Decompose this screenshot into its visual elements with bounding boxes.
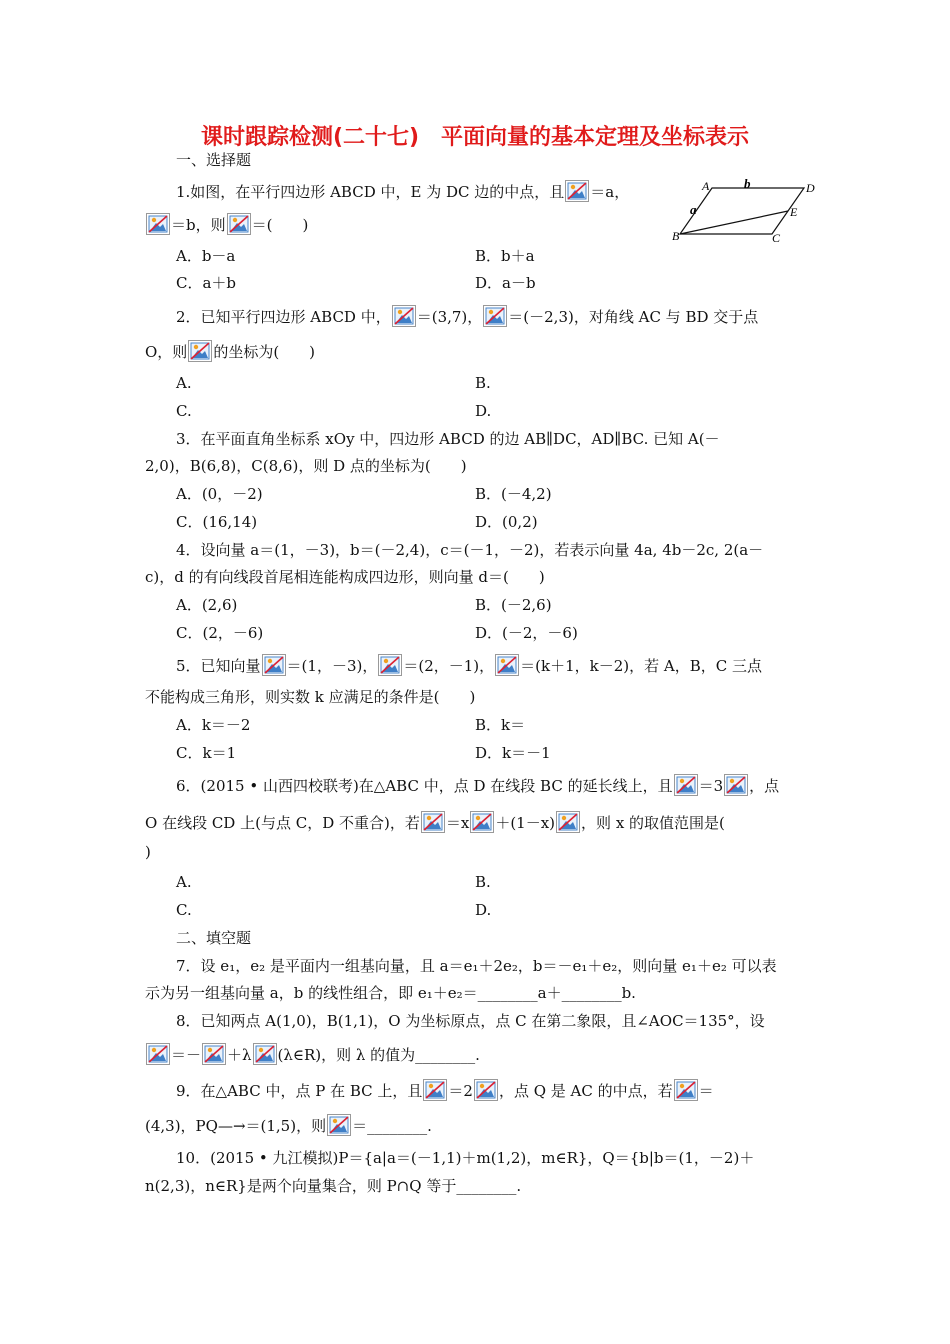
figure-label-B: B: [672, 229, 680, 243]
q5-option-d: D．k＝－1: [475, 744, 551, 762]
broken-image-icon: [674, 774, 698, 796]
q6-option-b: B.: [475, 873, 491, 891]
q1-line1: 1.如图，在平行四边形 ABCD 中，E 为 DC 边的中点，且 ＝a，: [176, 180, 629, 202]
q2-line1: 2．已知平行四边形 ABCD 中， ＝(3,7)， ＝(－2,3)，对角线 AC 与 BD 交于点: [176, 305, 758, 327]
q8-line1: 8．已知两点 A(1,0)，B(1,1)，O 为坐标原点，点 C 在第二象限，且∠AOC＝135°，设: [176, 1012, 765, 1030]
broken-image-icon: [262, 654, 286, 676]
parallelogram-figure: [672, 176, 815, 245]
broken-image-icon: [565, 180, 589, 202]
section-heading-choice: 一、选择题: [176, 151, 252, 169]
q1-option-a: A．b－a: [176, 247, 236, 265]
q5-option-a: A．k＝－2: [176, 716, 251, 734]
q3-option-c: C．(16,14): [176, 513, 258, 531]
figure-label-b: b: [744, 176, 751, 191]
q3-line2: 2,0)，B(6,8)，C(8,6)，则 D 点的坐标为( ): [145, 457, 467, 475]
q1-option-d: D．a－b: [475, 274, 536, 292]
q5-line2: 不能构成三角形，则实数 k 应满足的条件是( ): [145, 688, 476, 706]
broken-image-icon: [227, 213, 251, 235]
broken-image-icon: [378, 654, 402, 676]
q6-option-a: A.: [176, 873, 192, 891]
q6-line2: O 在线段 CD 上(与点 C，D 不重合)，若 ＝x ＋(1－x) ，则 x 的取值范围是(: [145, 811, 725, 833]
broken-image-icon: [327, 1114, 351, 1136]
broken-image-icon: [146, 213, 170, 235]
q6-option-c: C.: [176, 901, 192, 919]
q7-line2: 示为另一组基向量 a，b 的线性组合，即 e₁＋e₂＝________a＋________b.: [145, 984, 636, 1002]
q5-line1: 5．已知向量 ＝(1，－3)， ＝(2，－1)， ＝(k＋1，k－2)，若 A，B，C 三点: [176, 654, 762, 676]
figure-label-D: D: [806, 181, 815, 195]
q6-line3: ): [145, 843, 151, 861]
q2-line2: O，则 的坐标为( ): [145, 340, 315, 362]
q4-option-a: A．(2,6): [176, 596, 238, 614]
broken-image-icon: [470, 811, 494, 833]
q9-line1: 9．在△ABC 中，点 P 在 BC 上，且 ＝2 ，点 Q 是 AC 的中点，若 ＝: [176, 1079, 714, 1101]
q2-option-d: D.: [475, 402, 492, 420]
figure-label-a: a: [690, 202, 697, 217]
q4-option-b: B．(－2,6): [475, 596, 552, 614]
q9-line2: (4,3)，PQ—→＝(1,5)，则 ＝________.: [145, 1114, 432, 1136]
q4-line1: 4．设向量 a＝(1，－3)，b＝(－2,4)，c＝(－1，－2)，若表示向量 4a, 4b－2c, 2(a－: [176, 541, 764, 559]
q3-option-b: B．(－4,2): [475, 485, 552, 503]
broken-image-icon: [556, 811, 580, 833]
broken-image-icon: [495, 654, 519, 676]
q5-option-b: B．k＝: [475, 716, 526, 734]
q1-option-b: B．b＋a: [475, 247, 535, 265]
q3-option-a: A．(0，－2): [176, 485, 263, 503]
q4-line2: c)，d 的有向线段首尾相连能构成四边形，则向量 d＝( ): [145, 568, 545, 586]
broken-image-icon: [202, 1043, 226, 1065]
broken-image-icon: [253, 1043, 277, 1065]
broken-image-icon: [724, 774, 748, 796]
q4-option-c: C．(2，－6): [176, 624, 264, 642]
q1-line2: ＝b，则 ＝( ): [145, 213, 308, 235]
q6-line1: 6．(2015 • 山西四校联考)在△ABC 中，点 D 在线段 BC 的延长线上，且 ＝3 ，点: [176, 774, 779, 796]
broken-image-icon: [483, 305, 507, 327]
broken-image-icon: [423, 1079, 447, 1101]
figure-label-E: E: [790, 205, 798, 219]
q7-line1: 7．设 e₁，e₂ 是平面内一组基向量，且 a＝e₁＋2e₂，b＝－e₁＋e₂，则向量 e₁＋e₂ 可以表: [176, 957, 777, 975]
figure-label-A: A: [702, 179, 710, 193]
q3-option-d: D．(0,2): [475, 513, 538, 531]
page-title: 课时跟踪检测(二十七) 平面向量的基本定理及坐标表示: [200, 125, 750, 150]
figure-label-C: C: [772, 231, 781, 245]
q10-line1: 10．(2015 • 九江模拟)P＝{a|a＝(－1,1)＋m(1,2)，m∈R}，Q＝{b|b＝(1，－2)＋: [176, 1149, 755, 1167]
q1-option-c: C．a＋b: [176, 274, 237, 292]
q5-option-c: C．k＝1: [176, 744, 237, 762]
q8-line2: ＝－ ＋λ (λ∈R)，则 λ 的值为________.: [145, 1043, 480, 1065]
broken-image-icon: [474, 1079, 498, 1101]
broken-image-icon: [146, 1043, 170, 1065]
q2-option-a: A.: [176, 374, 192, 392]
q2-option-b: B.: [475, 374, 491, 392]
q4-option-d: D．(－2，－6): [475, 624, 578, 642]
q2-option-c: C.: [176, 402, 192, 420]
q10-line2: n(2,3)，n∈R}是两个向量集合，则 P∩Q 等于________.: [145, 1177, 522, 1195]
broken-image-icon: [188, 340, 212, 362]
broken-image-icon: [392, 305, 416, 327]
section-heading-fill: 二、填空题: [176, 929, 252, 947]
q3-line1: 3．在平面直角坐标系 xOy 中，四边形 ABCD 的边 AB∥DC，AD∥BC. 已知 A(－: [176, 430, 720, 448]
broken-image-icon: [421, 811, 445, 833]
q6-option-d: D.: [475, 901, 492, 919]
broken-image-icon: [674, 1079, 698, 1101]
